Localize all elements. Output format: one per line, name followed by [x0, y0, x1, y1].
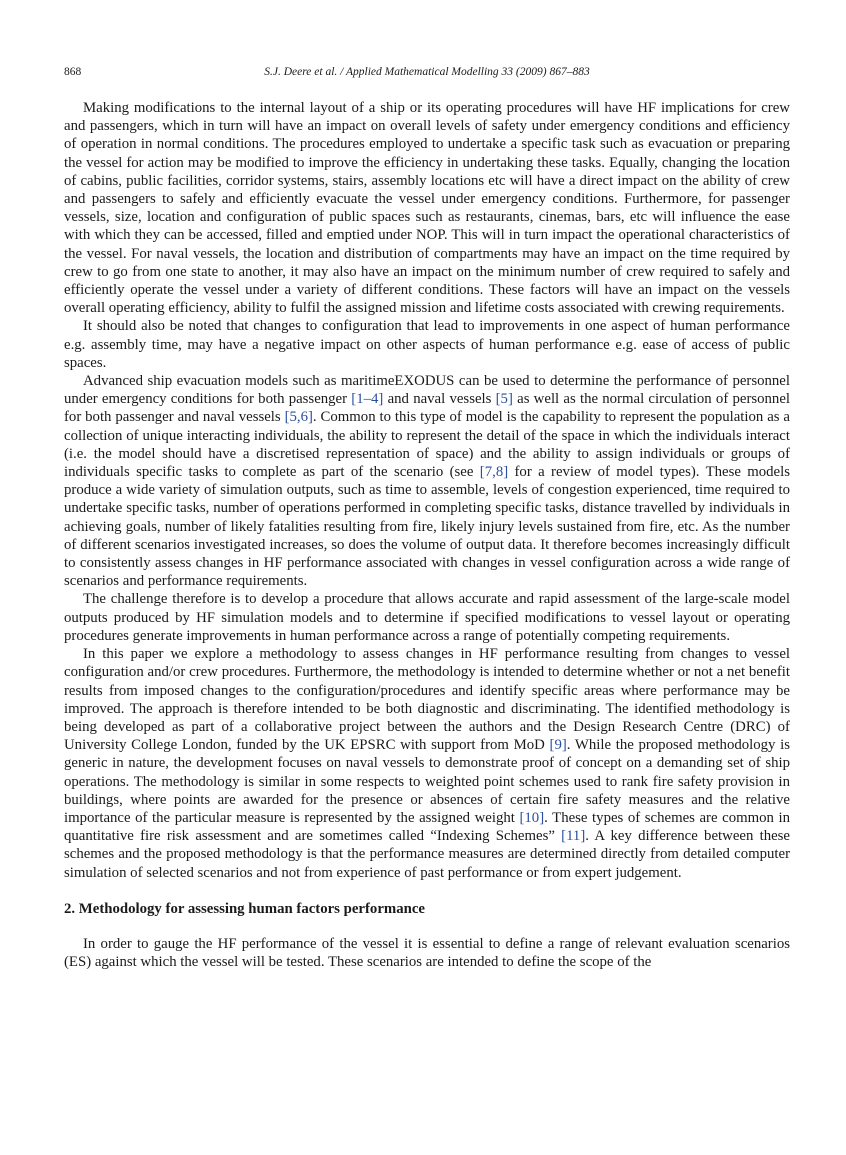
page-number: 868 [64, 66, 82, 78]
citation-link[interactable]: [1–4] [351, 391, 384, 408]
section-heading: 2. Methodology for assessing human factors performance [64, 900, 425, 917]
citation-link[interactable]: [10] [519, 809, 545, 826]
paragraph-5-text: . While the proposed methodology is generic in nature, the development focuses on naval vessels to demonstrate proof of concept on a demanding set of ship operations. The methodology is similar in some respects to weighted point schemes used to rank fire safety provision in buildings, where points are awarded for the presence or absences of certain fire safety measures and the relative importance of the particular measure is represented by the assigned weight [64, 737, 790, 826]
article-body [64, 99, 790, 971]
citation-link[interactable]: [9] [549, 737, 567, 754]
citation-link[interactable]: [11] [561, 828, 586, 845]
paragraph-1: Making modifications to the internal layout of a ship or its operating procedures will have HF implications for crew and passengers, which in turn will have an impact on overall levels of safety under emergency conditions and efficiency of operation in normal conditions. The procedures employed to undertake a specific task such as evacuation or preparing the vessel for action may be modified to improve the efficiency in undertaking these tasks. Equally, changing the location of cabins, public facilities, corridor systems, stairs, assembly locations etc will have a direct impact on the ability of crew and passengers to safely and efficiently evacuate the vessel under emergency conditions. Furthermore, for passenger vessels, size, location and configuration of public spaces such as restaurants, cinemas, bars, etc will influence the ease with which they can be accessed, filled and emptied under NOP. This will in turn impact the operational characteristics of the vessel. For naval vessels, the location and distribution of compartments may have an impact on the time required by crew to go from one state to another, it may also have an impact on the minimum number of crew required to safely and efficiently operate the vessel under a variety of different conditions. These factors will have an impact on the vessels overall operating efficiency, ability to fulfil the assigned mission and lifetime costs associated with crewing requirements. [64, 100, 790, 317]
paragraph-3-text: . Common to this type of model is the capability to represent the population as a collection of unique interacting individuals, the ability to represent the detail of the space in which the individuals interact (i.e. the model should have a discretised representation of space) and the ability to assign individuals or groups of individuals specific tasks to complete as part of the scenario (see [64, 409, 790, 481]
citation-link[interactable]: [7,8] [479, 464, 509, 481]
paragraph-5-text: In this paper we explore a methodology to assess changes in HF performance resulting from changes to vessel configuration and/or crew procedures. Furthermore, the methodology is intended to determine whether or not a net benefit results from imposed changes to the configuration/procedures and identify specific areas where performance may be improved. The approach is therefore intended to be both diagnostic and discriminating. The identified methodology is being developed as part of a collaborative project between the authors and the Design Research Centre (DRC) of University College London, funded by the UK EPSRC with support from MoD [64, 646, 790, 754]
running-title: S.J. Deere et al. / Applied Mathematical Modelling 33 (2009) 867–883 [264, 66, 590, 78]
paragraph-4: The challenge therefore is to develop a procedure that allows accurate and rapid assessment of the large-scale model outputs produced by HF simulation models and to determine if specified modifications to vessel layout or operating procedures generate improvements in human performance across a range of potentially competing requirements. [64, 591, 790, 644]
paragraph-3 [64, 372, 790, 590]
running-header [64, 66, 790, 86]
paragraph-3-text: Advanced ship evacuation models such as maritimeEXODUS can be used to determine the performance of personnel under emergency conditions for both passenger [64, 373, 790, 408]
paragraph-5 [64, 645, 790, 882]
citation-link[interactable]: [5,6] [284, 409, 313, 426]
paragraph-2: It should also be noted that changes to configuration that lead to improvements in one aspect of human performance e.g. assembly time, may have a negative impact on other aspects of human performance e.g. ease of access of public spaces. [64, 318, 790, 371]
paragraph-5-text: . These types of schemes are common in quantitative fire risk assessment and are sometimes called “Indexing Schemes” [64, 809, 790, 845]
paragraph-3-text: for a review of model types). These models produce a wide variety of simulation outputs, such as time to assemble, levels of congestion experienced, time required to undertake specific tasks, number of operations performed in completing specific tasks, distance travelled by individuals in achieving goals, number of likely fatalities resulting from fire, likely injury levels sustained from fire, etc. As the number of different scenarios investigated increases, so does the volume of output data. It therefore becomes increasingly difficult to consistently assess changes in HF performance associated with changes in vessel configuration across a wide range of scenarios and performance requirements. [64, 464, 790, 590]
paragraph-3-text: as well as the normal circulation of personnel for both passenger and naval vessels [64, 391, 791, 426]
paragraph-5-text: . A key difference between these schemes and the proposed methodology is that the performance measures are determined directly from detailed computer simulation of selected scenarios and not from experience of past performance or from expert judgement. [64, 828, 790, 881]
paragraph-3-text: and naval vessels [383, 391, 496, 408]
citation-link[interactable]: [5] [495, 391, 513, 408]
section-2-paragraph-1: In order to gauge the HF performance of the vessel it is essential to define a range of relevant evaluation scenarios (ES) against which the vessel will be tested. These scenarios are intended to define the scope of the [64, 935, 790, 971]
